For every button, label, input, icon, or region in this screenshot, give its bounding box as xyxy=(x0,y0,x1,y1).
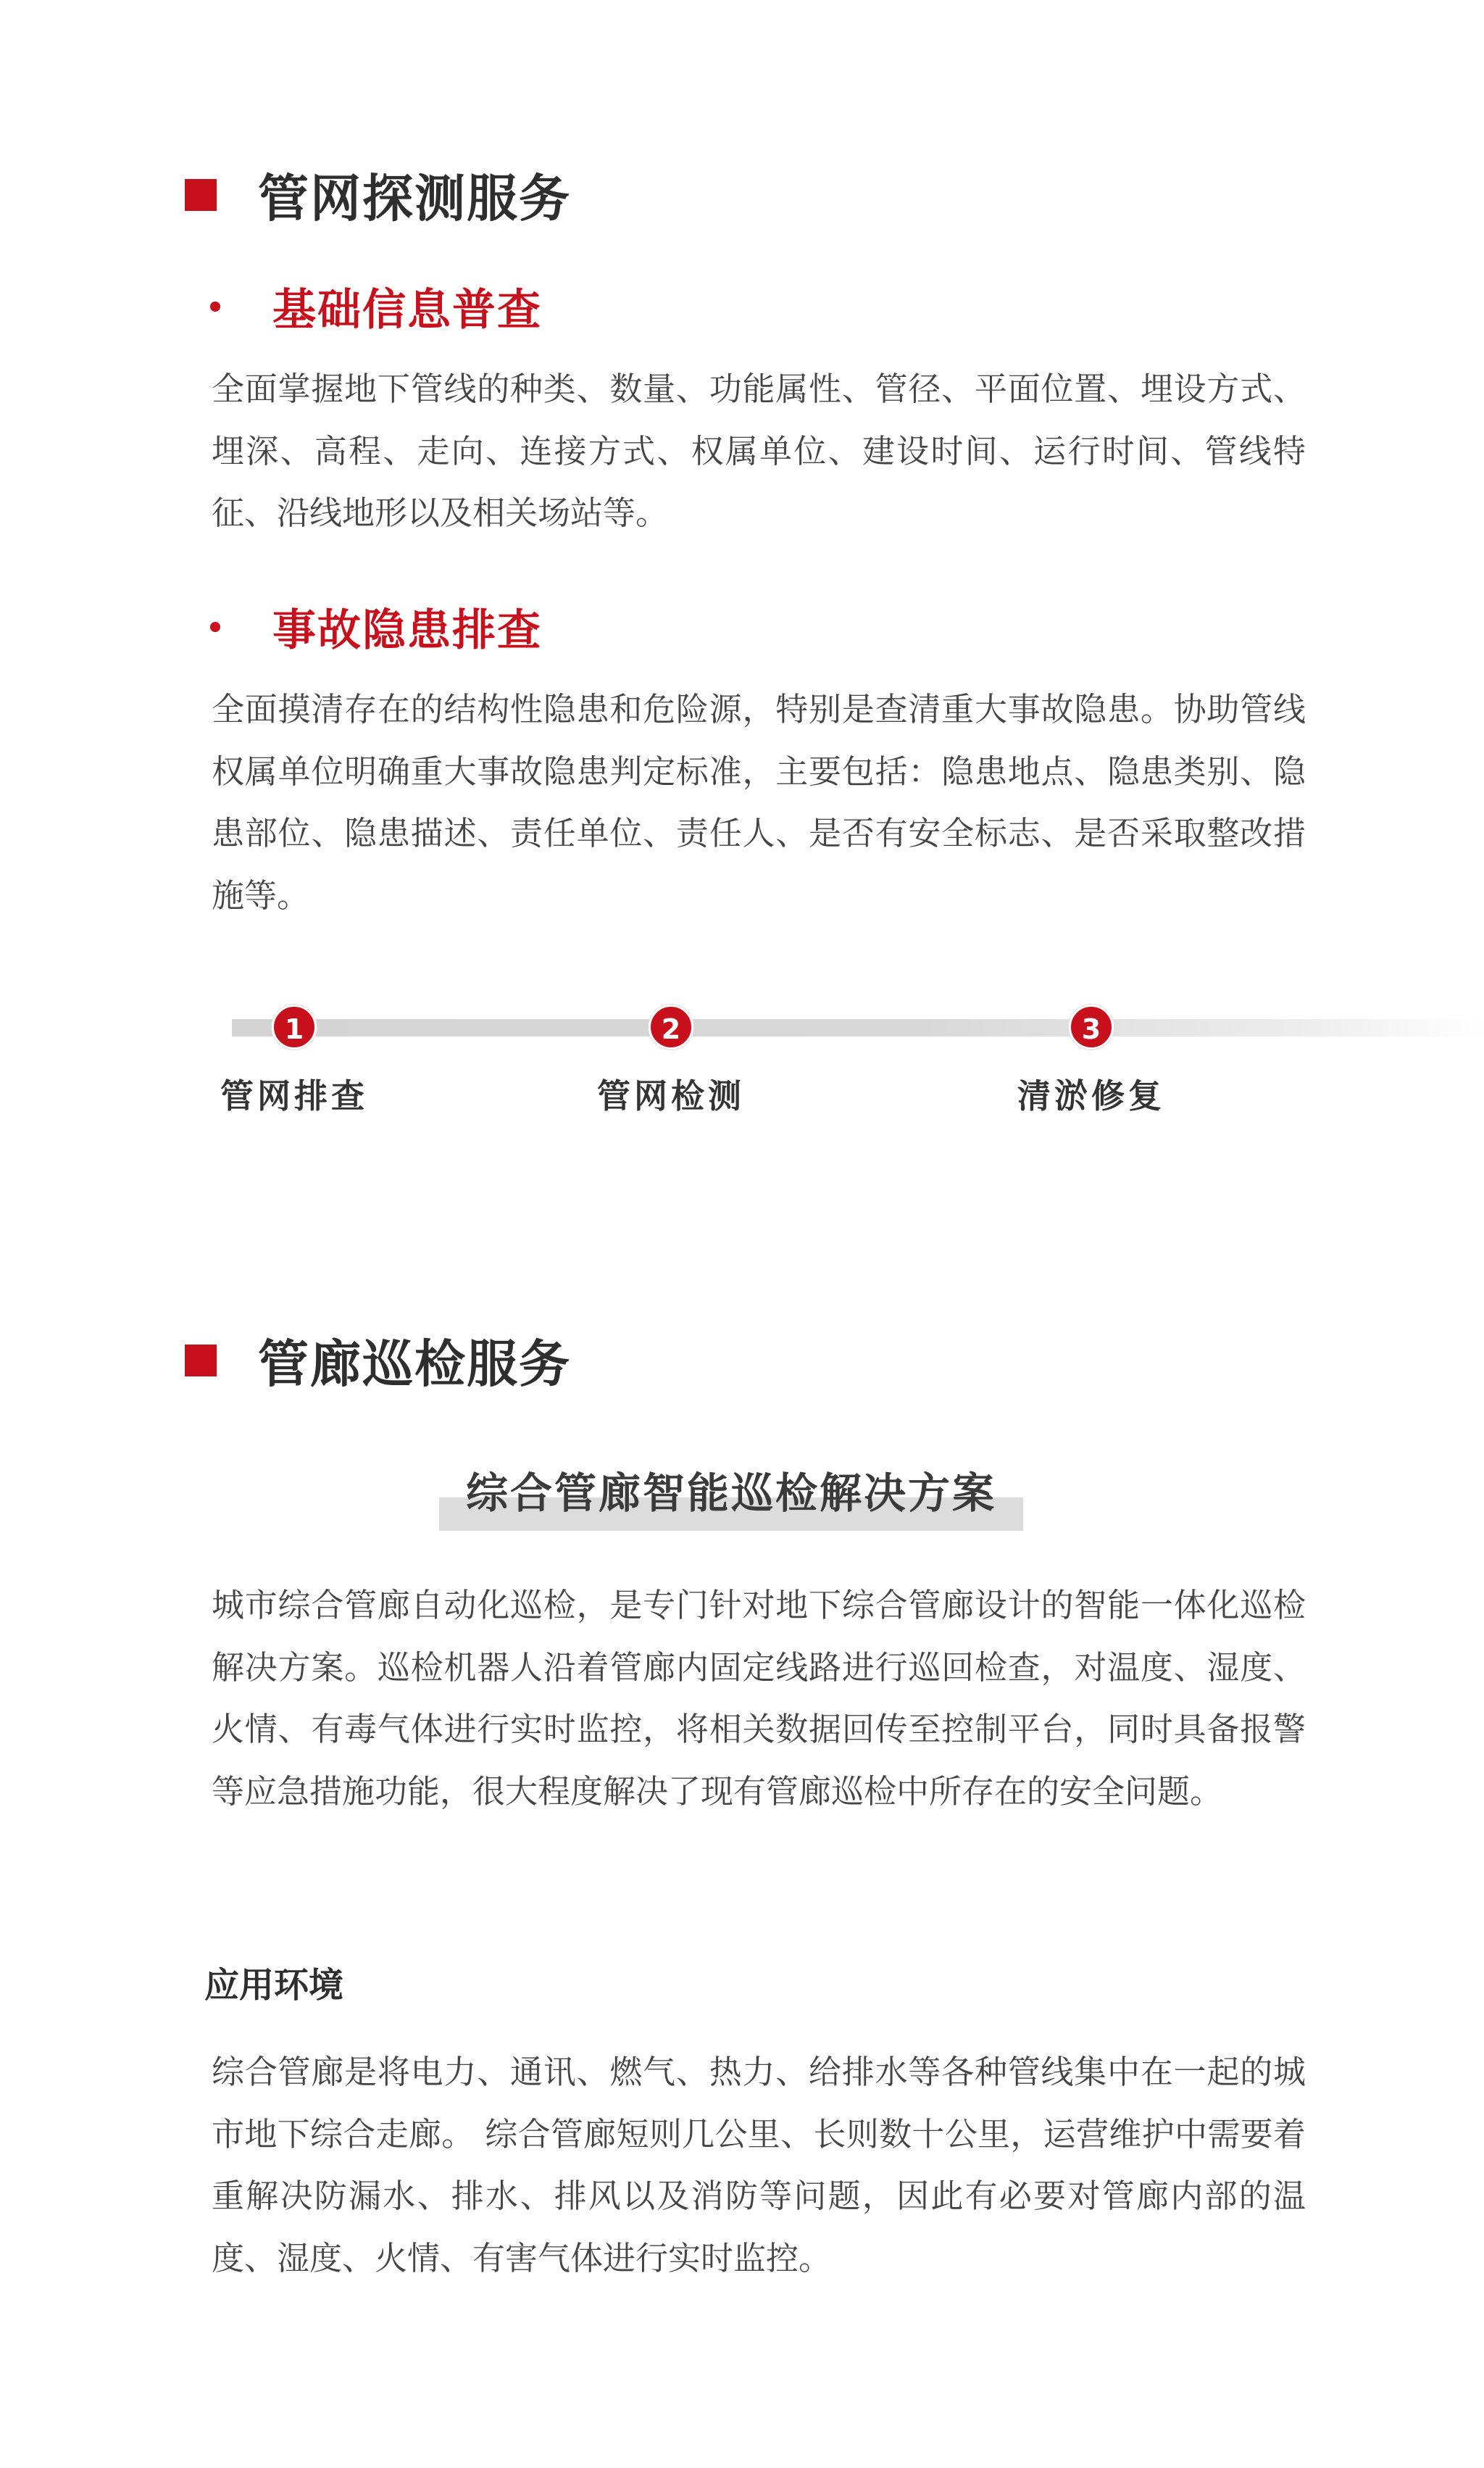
step-3 xyxy=(997,1002,1185,1118)
step-label: 管网排查 xyxy=(220,1076,368,1115)
application-environment-heading: 应用环境 xyxy=(204,1965,344,2006)
section-heading: 管网探测服务 xyxy=(258,169,571,228)
step-number-badge: 2 xyxy=(649,1005,693,1050)
banner-title: 综合管廊智能巡检解决方案 xyxy=(465,1468,996,1518)
bullet-icon xyxy=(210,622,220,632)
subheading-hazard xyxy=(210,596,542,658)
step-2 xyxy=(577,1002,765,1118)
subheading-text: 基础信息普查 xyxy=(272,285,542,336)
paragraph-environment: 综合管廊是将电力、通讯、燃气、热力、给排水等各种管线集中在一起的城市地下综合走廊。 综合管廊短则几公里、长则数十公里，运营维护中需要着重解决防漏水、排水、排风以及消防等问题，因此有必要对管廊内部的温度、湿度、火情、有害气体进行实时监控。 xyxy=(212,2053,1306,2277)
paragraph-hazard: 全面摸清存在的结构性隐患和危险源，特别是查清重大事故隐患。协助管线权属单位明确重大事故隐患判定标准，主要包括：隐患地点、隐患类别、隐患部位、隐患描述、责任单位、责任人、是否有安全标志、是否采取整改措施等。 xyxy=(212,690,1306,915)
section-title-gallery-inspection xyxy=(185,1324,571,1397)
step-number-badge: 1 xyxy=(272,1005,317,1050)
step-label: 清淤修复 xyxy=(1017,1076,1165,1115)
paragraph-basic-info: 全面掌握地下管线的种类、数量、功能属性、管径、平面位置、埋设方式、埋深、高程、走向、连接方式、权属单位、建设时间、运行时间、管线特征、沿线地形以及相关场站等。 xyxy=(212,370,1306,532)
paragraph-intro: 城市综合管廊自动化巡检，是专门针对地下综合管廊设计的智能一体化巡检解决方案。巡检机器人沿着管廊内固定线路进行巡回检查，对温度、湿度、火情、有毒气体进行实时监控，将相关数据回传至控制平台，同时具备报警等应急措施功能，很大程度解决了现有管廊巡检中所存在的安全问题。 xyxy=(212,1586,1306,1811)
section-title-pipe-detection xyxy=(185,158,571,231)
step-1 xyxy=(200,1002,388,1118)
solution-banner xyxy=(439,1461,1023,1531)
subheading-text: 事故隐患排查 xyxy=(272,605,542,656)
red-square-icon xyxy=(185,1345,217,1376)
section-heading: 管廊巡检服务 xyxy=(258,1334,571,1394)
step-number-badge: 3 xyxy=(1069,1005,1114,1050)
process-steps xyxy=(220,1002,1484,1118)
bullet-icon xyxy=(210,302,220,312)
step-label: 管网检测 xyxy=(597,1076,745,1115)
red-square-icon xyxy=(185,179,217,211)
steps-track xyxy=(232,1019,1484,1036)
subheading-basic-info xyxy=(210,275,542,338)
